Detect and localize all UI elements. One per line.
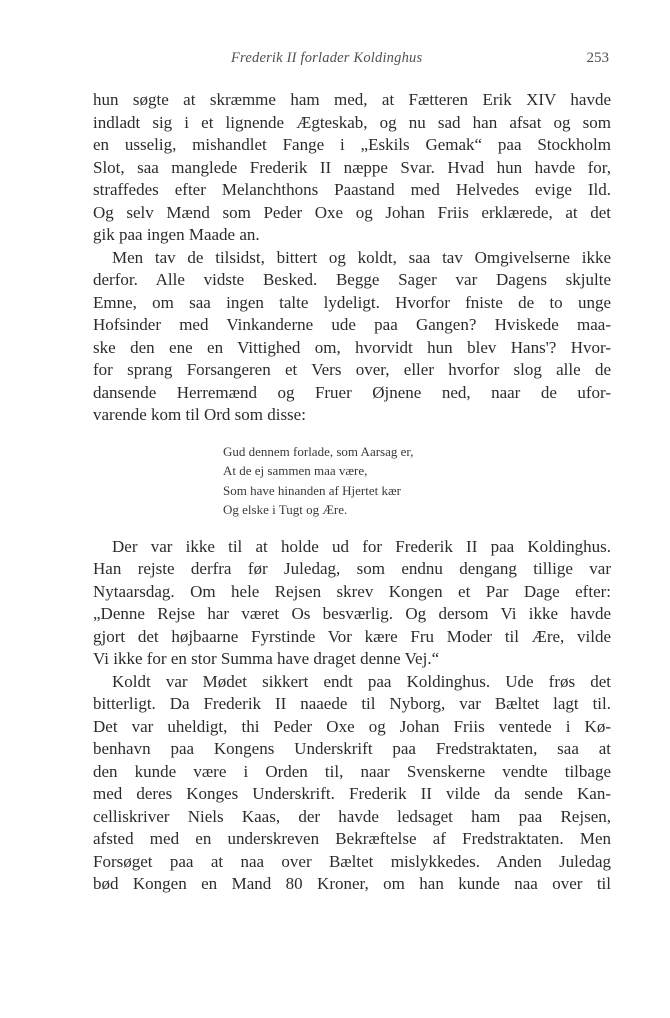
text-line: benhavn paa Kongens Underskrift paa Fredstraktaten, saa at xyxy=(93,739,611,758)
running-title: Frederik II forlader Koldinghus xyxy=(231,50,423,66)
verse-line: Som have hinanden af Hjertet kær xyxy=(223,482,401,498)
text-line: en usselig, mishandlet Fange i „Eskils Gemak“ paa Stockholm xyxy=(93,135,611,154)
verse-line: Og elske i Tugt og Ære. xyxy=(223,502,348,517)
paragraph-1 xyxy=(93,89,611,247)
text-line: afsted med en underskreven Bekræftelse af Fredstraktaten. Men xyxy=(93,829,611,848)
text-line: Forsøget paa at naa over Bæltet mislykkedes. Anden Juledag xyxy=(93,851,611,871)
text-line: den kunde være i Orden til, naar Svenskerne vendte tilbage xyxy=(93,761,611,781)
text-line: Vi ikke for en stor Summa have draget denne Vej.“ xyxy=(93,649,440,668)
verse-line: At de ej sammen maa være, xyxy=(223,463,368,478)
verse-line: Gud dennem forlade, som Aarsag er, xyxy=(223,443,414,459)
text-line: derfor. Alle vidste Besked. Begge Sager var Dagens skjulte xyxy=(93,270,611,289)
text-line: Og selv Mænd som Peder Oxe og Johan Friis erklærede, at det xyxy=(93,202,611,222)
text-line: Det var uheldigt, thi Peder Oxe og Johan Friis ventede i Kø- xyxy=(93,716,611,736)
text-line: gjort det højbaarne Fyrstinde Vor kære Fru Moder til Ære, vilde xyxy=(93,626,611,646)
text-line: Der var ikke til at holde ud for Frederik II paa Koldinghus. xyxy=(112,536,611,556)
text-line: bitterligt. Da Frederik II naaede til Nyborg, var Bæltet lagt til. xyxy=(93,694,611,713)
page-number: 253 xyxy=(586,50,609,66)
text-line: Nytaarsdag. Om hele Rejsen skrev Kongen et Par Dage efter: xyxy=(93,581,611,601)
text-line: varende kom til Ord som disse: xyxy=(93,405,306,424)
text-line: for sprang Forsangeren et Vers over, eller hvorfor slog alle de xyxy=(93,360,611,379)
text-line: Han rejste derfra før Juledag, som endnu dengang tillige var xyxy=(93,559,611,578)
text-line: bød Kongen en Mand 80 Kroner, om han kunde naa over til xyxy=(93,874,611,893)
paragraph-4 xyxy=(93,671,611,896)
page-header xyxy=(93,50,611,70)
verse-quote xyxy=(93,442,611,520)
paragraph-3 xyxy=(93,536,611,671)
body-text xyxy=(93,89,611,896)
text-line: Koldt var Mødet sikkert endt paa Koldinghus. Ude frøs det xyxy=(112,671,611,691)
text-line: Emne, om saa ingen talte lydeligt. Hvorfor fniste de to unge xyxy=(93,292,611,312)
text-line: gik paa ingen Maade an. xyxy=(93,225,260,244)
text-line: ske den ene en Vittighed om, hvorvidt hun blev Hans'? Hvor- xyxy=(93,337,611,357)
text-line: Slot, saa manglede Frederik II næppe Svar. Hvad hun havde for, xyxy=(93,157,611,177)
text-line: Men tav de tilsidst, bittert og koldt, saa tav Omgivelserne ikke xyxy=(112,247,611,267)
text-line: med deres Konges Underskrift. Frederik II vilde da sende Kan- xyxy=(93,784,611,803)
paragraph-2 xyxy=(93,247,611,427)
text-line: hun søgte at skræmme ham med, at Fætteren Erik XIV havde xyxy=(93,90,611,109)
text-line: „Denne Rejse har været Os besværlig. Og dersom Vi ikke havde xyxy=(93,604,611,623)
text-line: indladt sig i et lignende Ægteskab, og nu sad han afsat og som xyxy=(93,112,611,132)
text-line: celliskriver Niels Kaas, der havde ledsaget ham paa Rejsen, xyxy=(93,806,611,826)
text-line: straffedes efter Melanchthons Paastand med Helvedes evige Ild. xyxy=(93,180,611,199)
text-line: dansende Herremænd og Fruer Øjnene ned, naar de ufor- xyxy=(93,382,611,402)
text-line: Hofsinder med Vinkanderne ude paa Gangen? Hviskede maa- xyxy=(93,315,611,334)
